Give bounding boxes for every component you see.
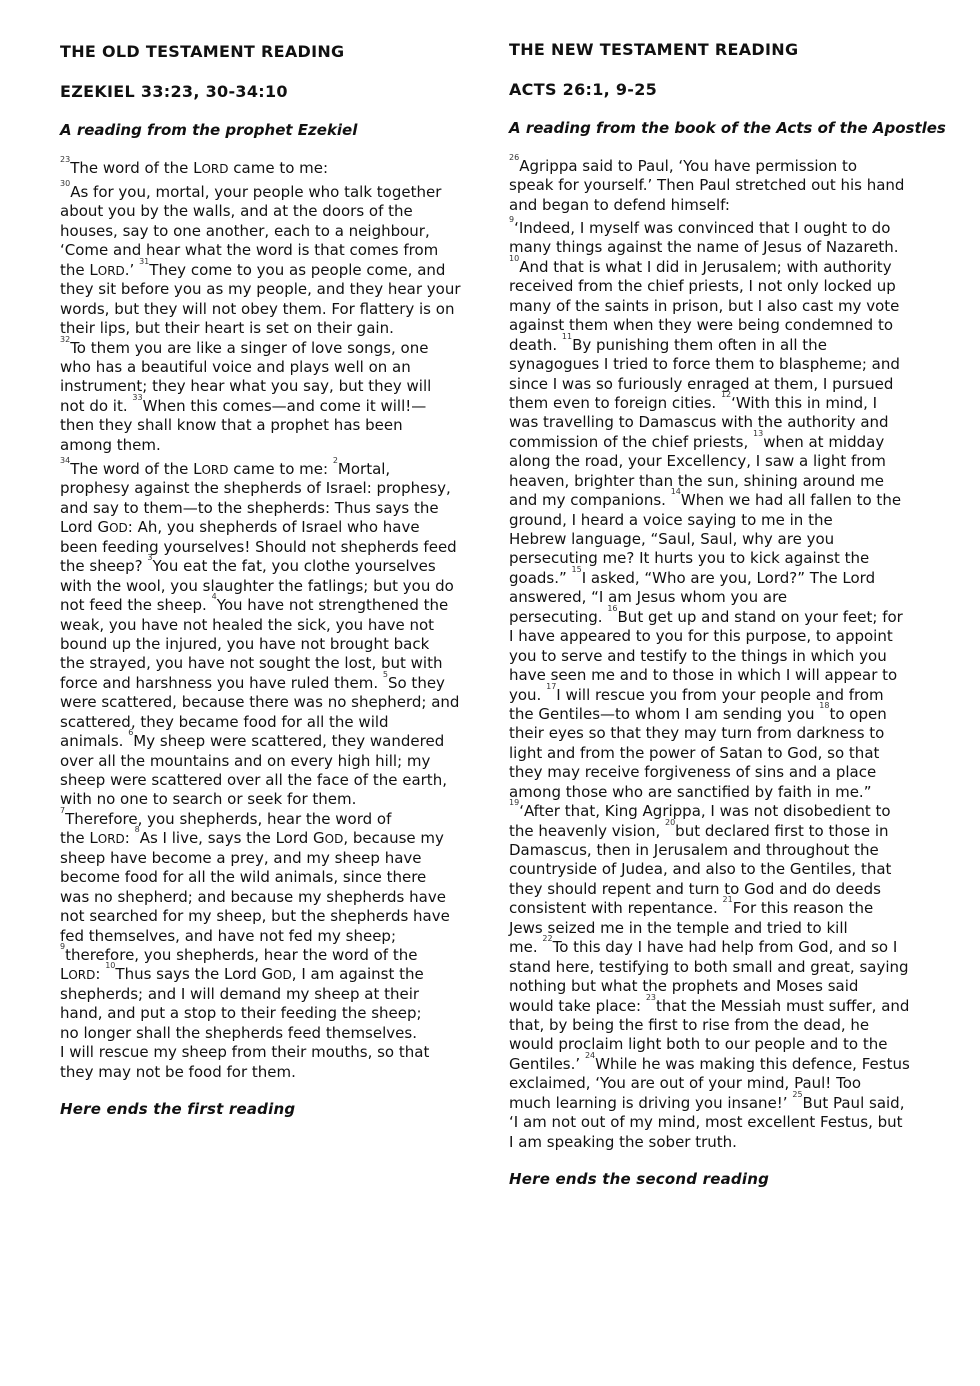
text-line: many of the saints in prison, but I also cast my vote <box>509 296 900 315</box>
verse-number: 4 <box>211 592 217 602</box>
text-line: stand here, testifying to both small and great, saying <box>509 957 909 976</box>
text-line: weak, you have not healed the sick, you have not <box>60 615 435 634</box>
paragraph-2 <box>509 215 910 1152</box>
text-line: fed themselves, and have not fed my sheep; <box>60 926 396 945</box>
text-line: the LORD.’ $^{31}$They come to you as people come, and <box>60 256 446 279</box>
text-line: ground, I heard a voice saying to me in the <box>509 510 833 529</box>
verse-number: 26 <box>509 153 520 162</box>
text-line: words, but they will not obey them. For flattery is on <box>60 299 455 318</box>
text-line: sheep were scattered over all the face of the earth, <box>60 771 447 789</box>
text-line: you to serve and testify to the things in which you <box>509 646 887 665</box>
text-line: speak for yourself.’ Then Paul stretched out his hand <box>509 176 905 195</box>
text-line: the sheep? $^3$You eat the fat, you clothe yourselves <box>60 553 436 576</box>
text-line: been feeding yourselves! Should not shepherds feed <box>60 537 457 556</box>
text-line: Gentiles.’ $^{24}$While he was making this defence, Festus <box>509 1050 910 1073</box>
paragraph-3 <box>60 456 460 1082</box>
paragraph-1 <box>509 153 905 215</box>
text-line: $^9$therefore, you shepherds, hear the word of the <box>60 941 418 964</box>
text-line: ‘I am not out of my mind, most excellent Festus, but <box>509 1113 903 1132</box>
text-line: received from the chief priests, I not only locked up <box>509 277 896 296</box>
text-line: synagogues I tried to force them to blaspheme; and <box>509 355 900 374</box>
text-line: commission of the chief priests, $^{13}$when at midday <box>509 428 885 451</box>
text-line: the LORD: $^8$As I live, says the Lord GOD, because my <box>60 825 444 848</box>
verse-number: 33 <box>132 392 143 402</box>
reading-ending: Here ends the first reading <box>60 1100 296 1118</box>
reading-intro: A reading from the book of the Acts of the Apostles <box>509 119 946 137</box>
text-line: Damascus, then in Jerusalem and throughout the <box>509 841 879 859</box>
text-line: over all the mountains and on every high hill; my <box>60 751 431 770</box>
text-line: against them when they were being condemned to <box>509 316 894 335</box>
text-line: animals. $^6$My sheep were scattered, they wandered <box>60 728 445 751</box>
small-caps-text: ORD <box>201 162 229 176</box>
reading-ending: Here ends the second reading <box>509 1170 770 1188</box>
text-line: Jews seized me in the temple and tried to kill <box>509 918 848 937</box>
text-line: persecuting. $^{16}$But get up and stand on your feet; for <box>509 603 903 626</box>
text-line: prophesy against the shepherds of Israel: prophesy, <box>60 479 451 498</box>
reading-intro: A reading from the prophet Ezekiel <box>60 121 358 139</box>
small-caps-text: ORD <box>97 263 125 278</box>
text-line: the strayed, you have not sought the lost, but with <box>60 654 443 673</box>
text-line: and my companions. $^{14}$When we had all fallen to the <box>509 487 902 510</box>
text-line: who has a beautiful voice and plays well on an <box>60 357 411 376</box>
verse-number: 19 <box>509 798 520 808</box>
text-line: that, by being the first to rise from the dead, he <box>509 1015 870 1034</box>
text-line: then they shall know that a prophet has been <box>60 416 403 435</box>
verse-number: 6 <box>128 728 134 738</box>
text-line: persecuting me? It hurts you to kick against the <box>509 549 870 568</box>
verse-number: 23 <box>60 155 71 164</box>
verse-number: 17 <box>546 681 557 691</box>
text-line: $^{10}$And that is what I did in Jerusalem; with authority <box>509 253 892 276</box>
verse-number: 7 <box>60 805 66 815</box>
verse-number: 3 <box>147 553 153 563</box>
text-line: Lord GOD: Ah, you shepherds of Israel who have <box>60 518 420 537</box>
verse-number: 9 <box>509 215 515 224</box>
section-title: THE OLD TESTAMENT READING <box>60 42 345 61</box>
text-line: was no shepherd; and because my shepherds have <box>60 887 446 906</box>
text-line: countryside of Judea, and also to the Gentiles, that <box>509 860 892 879</box>
verse-number: 34 <box>60 456 71 465</box>
text-line: the Gentiles—to whom I am sending you $^{18}$to open <box>509 700 887 723</box>
verse-number: 10 <box>105 961 116 971</box>
verse-number: 15 <box>571 564 582 574</box>
text-line: many things against the name of Jesus of Nazareth. <box>509 238 899 257</box>
text-line: they should repent and turn to God and do deeds <box>509 879 881 898</box>
text-line: Hebrew language, “Saul, Saul, why are you <box>509 530 835 548</box>
text-line: their lips, but their heart is set on their gain. <box>60 319 394 338</box>
text-line: bound up the injured, you have not brought back <box>60 634 430 653</box>
paragraph-2 <box>60 179 461 455</box>
text-line: not do it. $^{33}$When this comes—and come it will!— <box>60 392 427 415</box>
verse-number: 23 <box>645 992 656 1002</box>
text-line: instrument; they hear what you say, but they will <box>60 377 432 396</box>
text-line: death. $^{11}$By punishing them often in all the <box>509 331 827 354</box>
text-line: shepherds; and I will demand my sheep at their <box>60 984 420 1003</box>
text-line: become food for all the wild animals, since there <box>60 868 427 887</box>
small-caps-text: ORD <box>97 832 125 847</box>
text-line: and say to them—to the shepherds: Thus says the <box>60 498 439 517</box>
text-line: $^{26}$Agrippa said to Paul, ‘You have permission to <box>509 153 858 175</box>
scripture-reference: EZEKIEL 33:23, 30-34:10 <box>60 82 288 101</box>
text-line: $^{30}$As for you, mortal, your people who talk together <box>60 179 442 201</box>
text-line: ‘Come and hear what the word is that comes from <box>60 241 439 260</box>
text-line: houses, say to one another, each to a neighbour, <box>60 221 430 240</box>
text-line: I am speaking the sober truth. <box>509 1132 737 1151</box>
text-line: their eyes so that they may turn from darkness to <box>509 724 885 743</box>
text-line: and began to defend himself: <box>509 195 730 214</box>
text-line: exclaimed, ‘You are out of your mind, Paul! Too <box>509 1074 862 1093</box>
text-line: among them. <box>60 435 161 454</box>
text-line: me. $^{22}$To this day I have had help from God, and so I <box>509 934 898 957</box>
text-line: $^{19}$‘After that, King Agrippa, I was not disobedient to <box>509 798 891 821</box>
verse-number: 21 <box>722 895 733 905</box>
text-line: sheep have become a prey, and my sheep have <box>60 848 422 867</box>
text-line: I have appeared to you for this purpose, to appoint <box>509 627 893 646</box>
verse-number: 10 <box>509 253 520 263</box>
verse-number: 12 <box>720 389 732 399</box>
text-line: you. $^{17}$I will rescue you from your people and from <box>509 681 884 704</box>
verse-number: 30 <box>60 179 71 188</box>
verse-number: 32 <box>60 334 71 344</box>
small-caps-text: ORD <box>68 968 96 983</box>
text-line: with no one to search or seek for them. <box>60 790 357 809</box>
text-line: I will rescue my sheep from their mouths, so that <box>60 1043 430 1062</box>
text-line: consistent with repentance. $^{21}$For this reason the <box>509 895 874 918</box>
verse-number: 11 <box>561 331 573 341</box>
verse-number: 8 <box>134 825 140 835</box>
text-line: scattered, they became food for all the wild <box>60 712 389 731</box>
text-line: would proclaim light both to our people and to the <box>509 1035 888 1054</box>
text-line: $^9$‘Indeed, I myself was convinced that I ought to do <box>509 215 891 237</box>
text-line: goads.” $^{15}$I asked, “Who are you, Lord?” The Lord <box>509 564 876 587</box>
text-line: $^{34}$The word of the LORD came to me: $^2$Mortal, <box>60 456 391 478</box>
text-line: since I was so furiously enraged at them, I pursued <box>509 374 894 393</box>
text-line: about you by the walls, and at the doors of the <box>60 202 413 221</box>
text-line: $^{32}$To them you are like a singer of love songs, one <box>60 334 429 357</box>
text-line: answered, “I am Jesus whom you are <box>509 588 788 607</box>
text-line: no longer shall the shepherds feed themselves. <box>60 1023 417 1042</box>
verse-number: 14 <box>670 487 681 497</box>
text-line: among those who are sanctified by faith in me.” <box>509 782 872 801</box>
text-line: with the wool, you slaughter the fatlings; but you do <box>60 576 454 595</box>
text-line: was travelling to Damascus with the authority and <box>509 413 889 432</box>
verse-number: 22 <box>542 934 553 944</box>
small-caps-text: OD <box>273 968 292 983</box>
text-line: $^7$Therefore, you shepherds, hear the word of <box>60 805 392 828</box>
text-line: the heavenly vision, $^{20}$but declared first to those in <box>509 817 889 840</box>
verse-number: 31 <box>139 256 150 266</box>
small-caps-text: OD <box>324 832 344 847</box>
verse-number: 16 <box>607 603 618 613</box>
text-line: they sit before you as my people, and they hear your <box>60 280 461 299</box>
scripture-reference: ACTS 26:1, 9-25 <box>509 80 658 99</box>
text-line: not searched for my sheep, but the shepherds have <box>60 907 450 926</box>
section-title: THE NEW TESTAMENT READING <box>509 40 799 59</box>
text-line: them even to foreign cities. $^{12}$‘With this in mind, I <box>509 389 878 412</box>
text-line: have seen me and to those in which I will appear to <box>509 666 898 685</box>
text-line: they may not be food for them. <box>60 1062 296 1081</box>
text-line: they may receive forgiveness of sins and a place <box>509 763 877 782</box>
text-line: were scattered, because there was no shepherd; and <box>60 693 460 712</box>
text-line: much learning is driving you insane!’ $^{25}$But Paul said, <box>509 1089 905 1112</box>
verse-number: 20 <box>664 817 676 827</box>
text-line: would take place: $^{23}$that the Messiah must suffer, and <box>509 992 910 1015</box>
small-caps-text: ORD <box>201 463 229 477</box>
paragraph-1 <box>60 155 329 178</box>
text-line: heaven, brighter than the sun, shining around me <box>509 471 884 490</box>
verse-number: 13 <box>753 428 764 438</box>
verse-number: 25 <box>792 1089 803 1099</box>
verse-number: 24 <box>584 1050 596 1060</box>
text-line: LORD: $^{10}$Thus says the Lord GOD, I am against the <box>60 961 424 984</box>
text-line: nothing but what the prophets and Moses said <box>509 977 859 996</box>
text-line: hand, and put a stop to their feeding the sheep; <box>60 1004 422 1023</box>
verse-number: 2 <box>332 456 338 465</box>
verse-number: 9 <box>60 941 66 951</box>
text-line: force and harshness you have ruled them. $^5$So they <box>60 669 445 692</box>
text-line: not feed the sheep. $^4$You have not strengthened the <box>60 592 449 615</box>
text-line: $^{23}$The word of the LORD came to me: <box>60 155 329 177</box>
text-line: light and from the power of Satan to God, so that <box>509 743 880 762</box>
small-caps-text: OD <box>109 521 128 536</box>
text-line: along the road, your Excellency, I saw a light from <box>509 452 886 471</box>
verse-number: 5 <box>382 669 388 679</box>
verse-number: 18 <box>819 700 830 710</box>
